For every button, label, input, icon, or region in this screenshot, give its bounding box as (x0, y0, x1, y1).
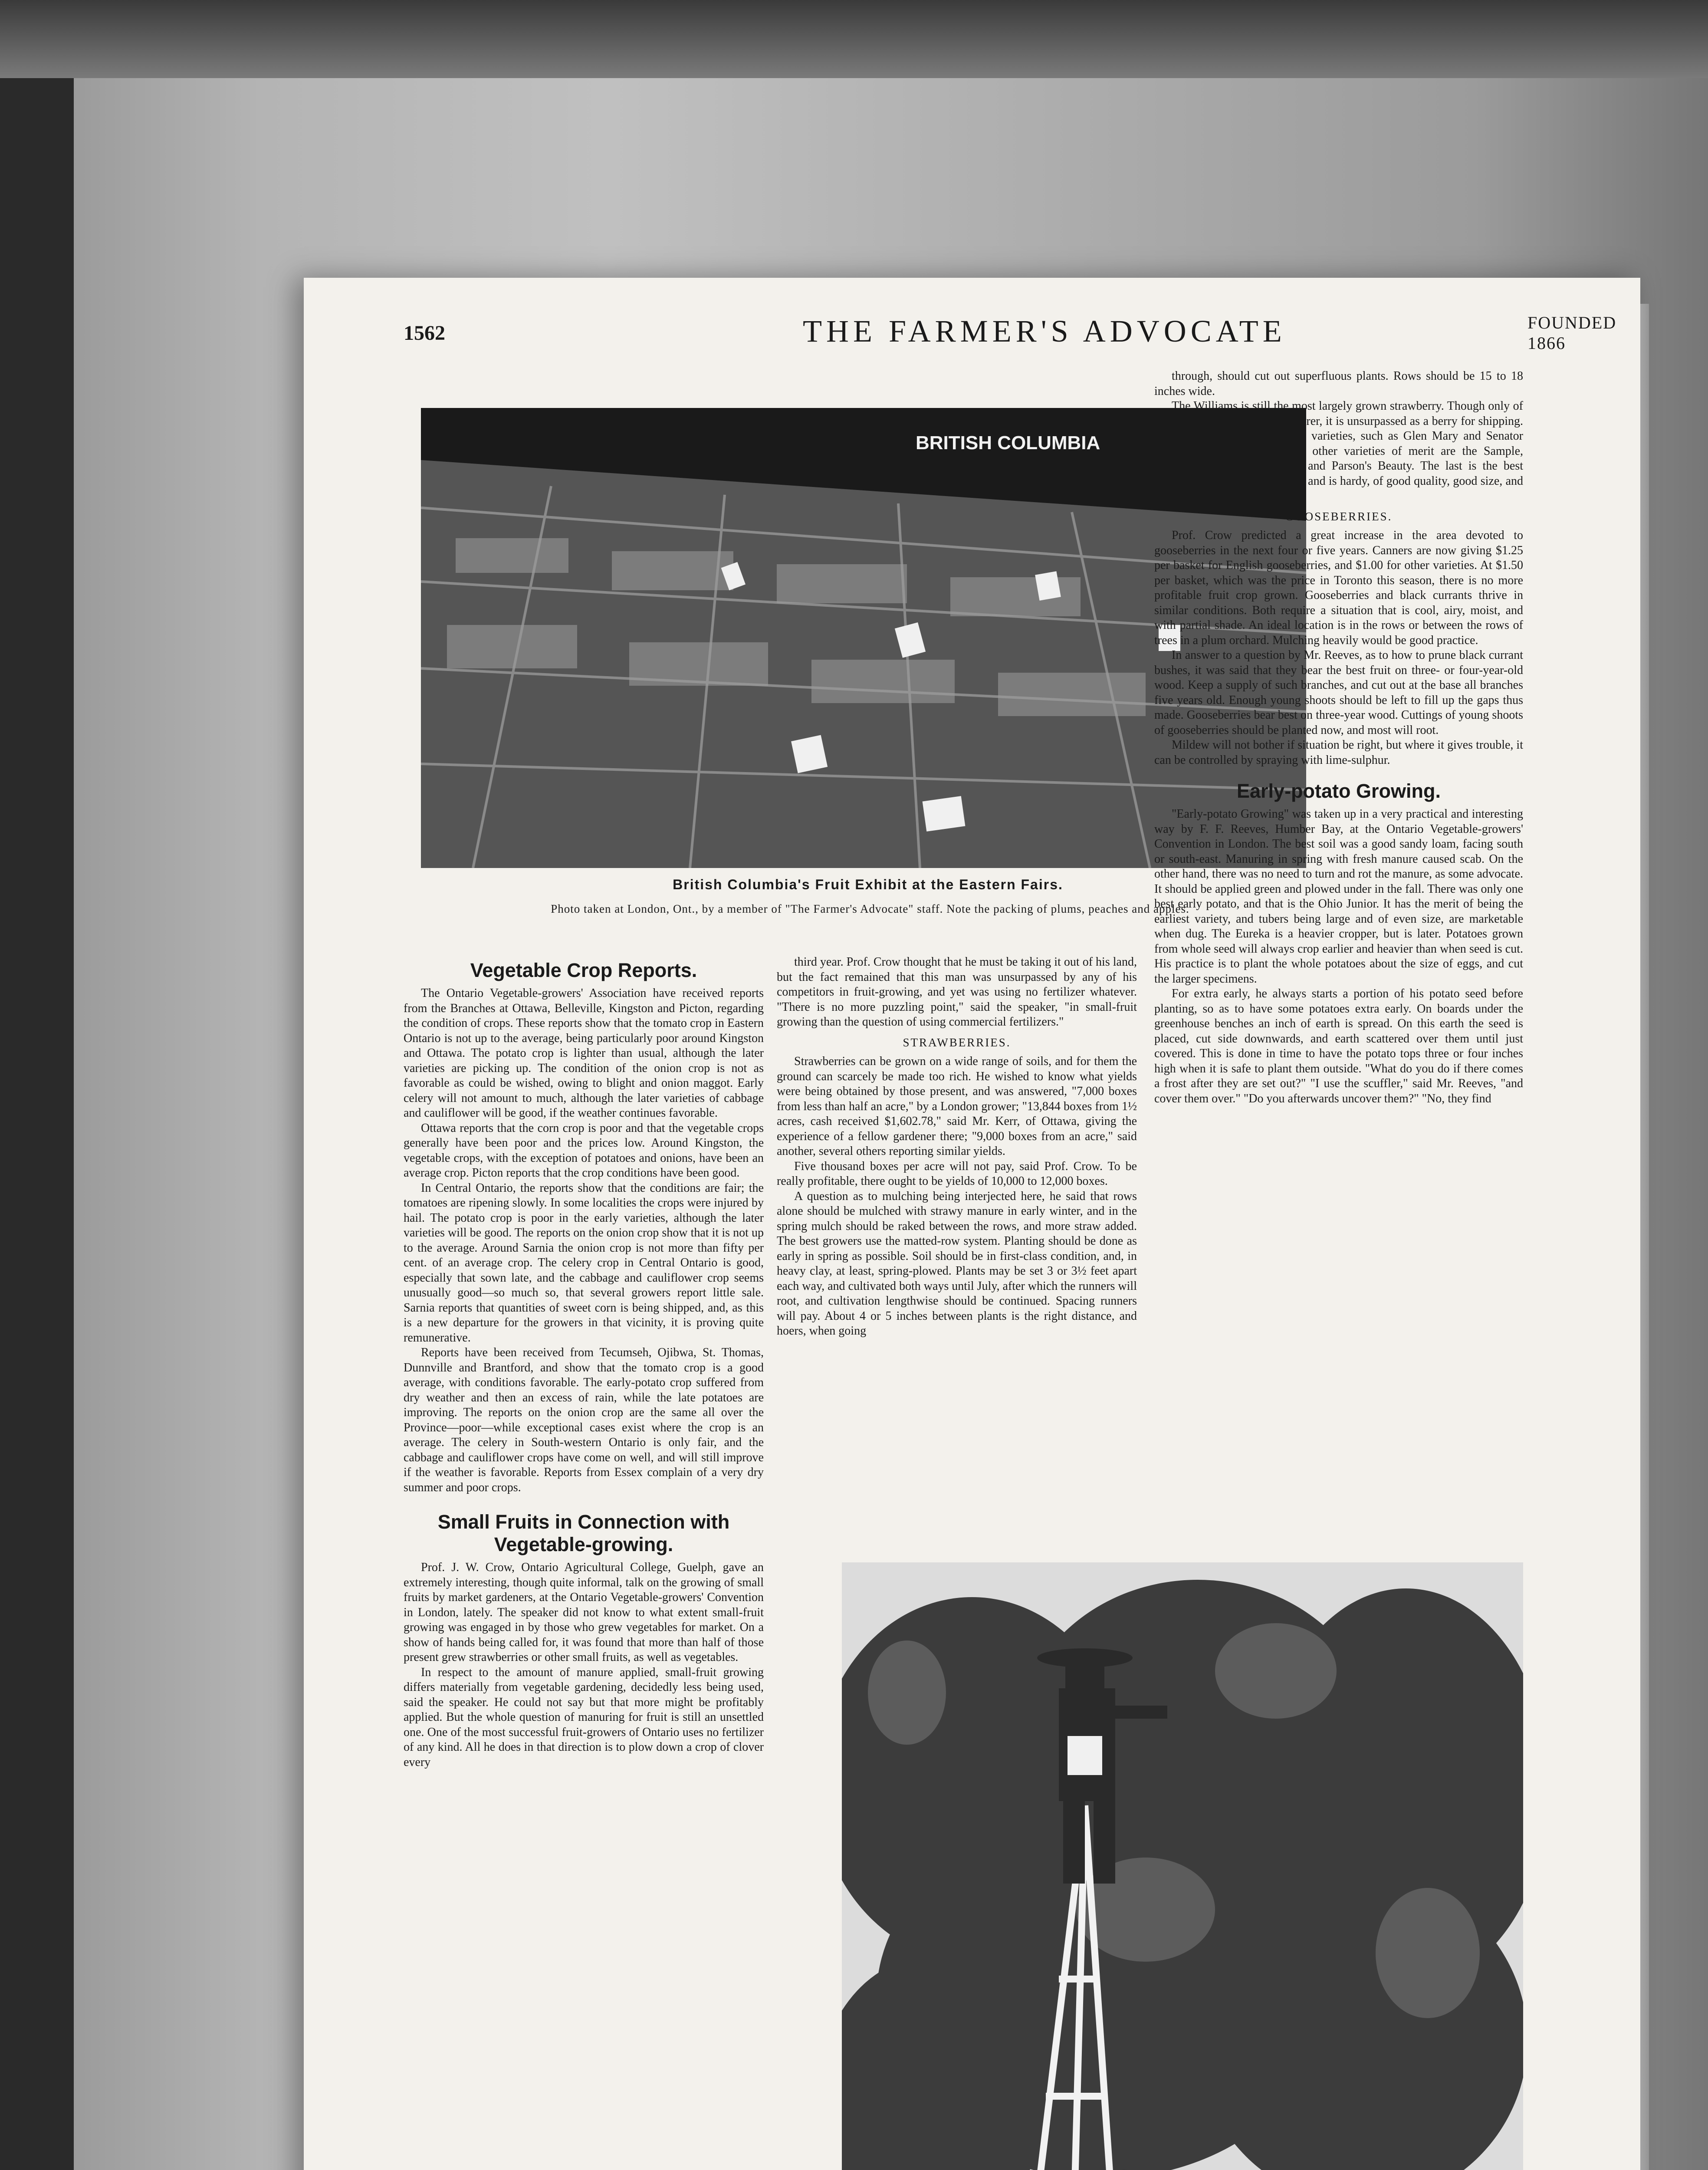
paragraph: In Central Ontario, the reports show that the conditions are fair; the tomatoes are ripening slowly. In some localities the crops were injured by hail. The potato crop is poor in the early varieties, although the later varieties will be good. The reports on the onion crop show that it is not up to the average. Around Sarnia the onion crop is not more than fifty per cent. of an average crop. The celery crop in Central Ontario is good, especially that sown late, and the cabbage and cauliflower crop seems unusually good—so much so, that several growers report little sale. Sarnia reports that quantities of sweet corn is being shipped, and, as this is a new departure for the growers in that vicinity, it is proving quite remunerative. (404, 1181, 764, 1345)
paragraph: Strawberries can be grown on a wide range of soils, and for them the ground can scarcely be made too rich. He wished to know what yields were being obtained by those present, and was answered, "7,000 boxes from less than half an acre," by a London grower; "13,844 boxes from 1½ acres, cash received $1,602.78," said Mr. Kerr, of Ottawa, giving the experience of a fellow gardener there; "9,000 boxes from an acre," said another, several others reporting similar yields. (777, 1055, 1137, 1158)
heading-strawberries: STRAWBERRIES. (903, 1036, 1011, 1049)
column-2 (777, 955, 1137, 1339)
paragraph: "Early-potato Growing" was taken up in a very practical and interesting way by F. F. Reeves, Humber Bay, at the Ontario Vegetable-growers' Convention in London. The best soil was a good sandy loam, facing south or south-east. Manuring in spring with fresh manure caused scab. On the other hand, there was no need to turn and rot the manure, as some advocate. It should be applied green and plowed under in the fall. There was only one best early potato, and that is the Ohio Junior. It has the merit of being the earliest variety, and tubers being large and of even size, are marketable when dug. The Eureka is a heavier cropper, but is later. Potatoes grown from whole seed will always crop earlier and heavier than when seed is cut. His practice is to plant the whole potatoes about the size of eggs, and cut the larger specimens. (1154, 807, 1523, 986)
heading-vegetable-crop-reports: Vegetable Crop Reports. (470, 959, 697, 981)
paragraph: For extra early, he always starts a portion of his potato seed before planting, so as to have some potatoes extra early. On boards under the greenhouse benches an inch of earth is spread. On this earth the seed is placed, cut side downwards, and earth scattered over them until just covered. This is done in time to have the potato tops three or four inches high when it is safe to plant them outside. "What do you do if there comes a frost after they are set out?" "I use the scuffler," said Mr. Reeves, "and cover them over." "Do you afterwards uncover them?" "No, they find (1154, 987, 1523, 1105)
paper-title: THE FARMER'S ADVOCATE (803, 314, 1286, 349)
paragraph: Reports have been received from Tecumseh, Ojibwa, St. Thomas, Dunnville and Brantford, and show that the tomato crop is a good average, with conditions favorable. The early-potato crop suffered from dry weather and then an excess of rain, while the late potatoes are improving. The reports on the onion crop are the same all over the Province—poor—while exceptional cases exist where the crop is an average. The celery in South-western Ontario is only fair, and the cabbage and cauliflower crops have come on well, and will still improve if the weather is favorable. Reports from Essex complain of a very dry summer and poor crops. (404, 1346, 764, 1494)
paragraph: Ottawa reports that the corn crop is poor and that the vegetable crops generally have been poor and the prices low. Around Kingston, the vegetable crops, with the exception of potatoes and onions, have been an average crop. Picton reports that the crop conditions have been good. (404, 1121, 764, 1180)
top-figure-caption-note: Photo taken at London, Ont., by a member of "The Farmer's Advocate" staff. Note the packing of plums, peaches and apples. (551, 902, 1189, 915)
gathering-peaches-illustration (842, 1562, 1523, 2170)
paragraph: Mildew will not bother if situation be right, but where it gives trouble, it can be controlled by spraying with lime-sulphur. (1154, 738, 1523, 767)
page-number: 1562 (404, 322, 445, 345)
paragraph: Five thousand boxes per acre will not pay, said Prof. Crow. To be really profitable, there ought to be yields of 10,000 to 12,000 boxes. (777, 1159, 1137, 1188)
founded-date: FOUNDED 1866 (1527, 313, 1617, 353)
gathering-peaches-photo (842, 1562, 1523, 2170)
paragraph: The Williams is still the most largely grown strawberry. Though only of fair quality and a moderate bearer, it is unsurpassed as a berry for shipping. For a special city trade, other varieties, such as Glen Mary and Senator Dunlap, are superior. Among other varieties of merit are the Sample, Splendid, Tennessee Prolific, and Parson's Beauty. The last is the best cropper at Guelph of any tried, and is hardy, of good quality, good size, and has perfect blossoms. (1154, 399, 1523, 503)
paragraph: through, should cut out superfluous plants. Rows should be 15 to 18 inches wide. (1154, 369, 1523, 398)
heading-early-potato-growing: Early-potato Growing. (1236, 780, 1441, 802)
column-3 (1154, 369, 1523, 1106)
page-header (304, 313, 1640, 356)
paragraph: In respect to the amount of manure applied, small-fruit growing differs materially from vegetable gardening, decidedly less being used, said the speaker. He could not say but that more might be profitably applied. But the whole question of manuring for fruit is still an unsettled one. One of the most successful fruit-growers of Ontario uses no fertilizer of any kind. All he does in that direction is to plow down a crop of clover every (404, 1665, 764, 1769)
british-columbia-sign: BRITISH COLUMBIA (916, 432, 1100, 454)
paragraph: A question as to mulching being interjected here, he said that rows alone should be mulched with strawy manure in early winter, and in the spring mulch should be raked between the rows, and more straw added. The best growers use the matted-row system. Planting should be done as early in spring as possible. Soil should be in first-class condition, and, in heavy clay, at least, spring-plowed. Plants may be set 3 or 3½ feet apart each way, and cultivated both ways until July, after which the runners will root, and cultivation lengthwise should be continued. Spacing runners will pay. About 4 or 5 inches between plants is the right distance, and hoers, when going (777, 1189, 1137, 1338)
column-1 (404, 959, 764, 1770)
newspaper-page (304, 278, 1640, 2170)
heading-gooseberries: GOOSEBERRIES. (1285, 510, 1393, 523)
scan-top-shade (0, 0, 1708, 78)
scan-dark-edge (0, 0, 74, 2170)
paragraph: third year. Prof. Crow thought that he must be taking it out of his land, but the fact remained that this man was unsurpassed by any of his competitors in fruit-growing, and yet was using no fertilizer whatever. "There is no more puzzling point," said the speaker, "in small-fruit growing than the question of using commercial fertilizers." (777, 955, 1137, 1029)
paragraph: Prof. Crow predicted a great increase in the area devoted to gooseberries in the next four or five years. Canners are now giving $1.25 per basket for English gooseberries, and $1.00 for other varieties. At $1.50 per basket, which was the price in Toronto this season, there is no more profitable fruit crop grown. Gooseberries and black currants thrive in similar conditions. Both require a situation that is cool, airy, moist, and with partial shade. An ideal location is in the rows or between the rows of trees in a plum orchard. Mulching heavily would be good practice. (1154, 529, 1523, 647)
paragraph: The Ontario Vegetable-growers' Association have received reports from the Branches at Ottawa, Belleville, Kingston and Picton, regarding the condition of crops. These reports show that the tomato crop in Eastern Ontario is not up to the average, being particularly poor around Kingston and Ottawa. The potato crop is lighter than usual, although the later varieties are picking up. The condition of the onion crop is not as favorable as could be wished, owing to blight and onion maggot. Early celery will not amount to much, although the later varieties of cabbage and cauliflower will be good, if the weather continues favorable. (404, 986, 764, 1120)
heading-small-fruits: Small Fruits in Connection with Vegetable-growing. (437, 1511, 730, 1555)
paragraph: Prof. J. W. Crow, Ontario Agricultural College, Guelph, gave an extremely interesting, though quite informal, talk on the growing of small fruits by market gardeners, at the Ontario Vegetable-growers' Convention in London, lately. The speaker did not know to what extent small-fruit growing was engaged in by those who grew vegetables for market. On a show of hands being called for, it was found that more than half of those present grew strawberries or other small fruits, as well as vegetables. (404, 1561, 764, 1664)
top-figure-caption-title: British Columbia's Fruit Exhibit at the Eastern Fairs. (673, 877, 1063, 892)
paragraph: In answer to a question by Mr. Reeves, as to how to prune black currant bushes, it was said that they bear the best fruit on three- or four-year-old wood. Keep a supply of such branches, and cut out at the base all branches five years old. Enough young shoots should be left to fill up the gaps thus made. Gooseberries bear best on three-year wood. Cuttings of young shoots of gooseberries should be planted now, and most will root. (1154, 648, 1523, 737)
